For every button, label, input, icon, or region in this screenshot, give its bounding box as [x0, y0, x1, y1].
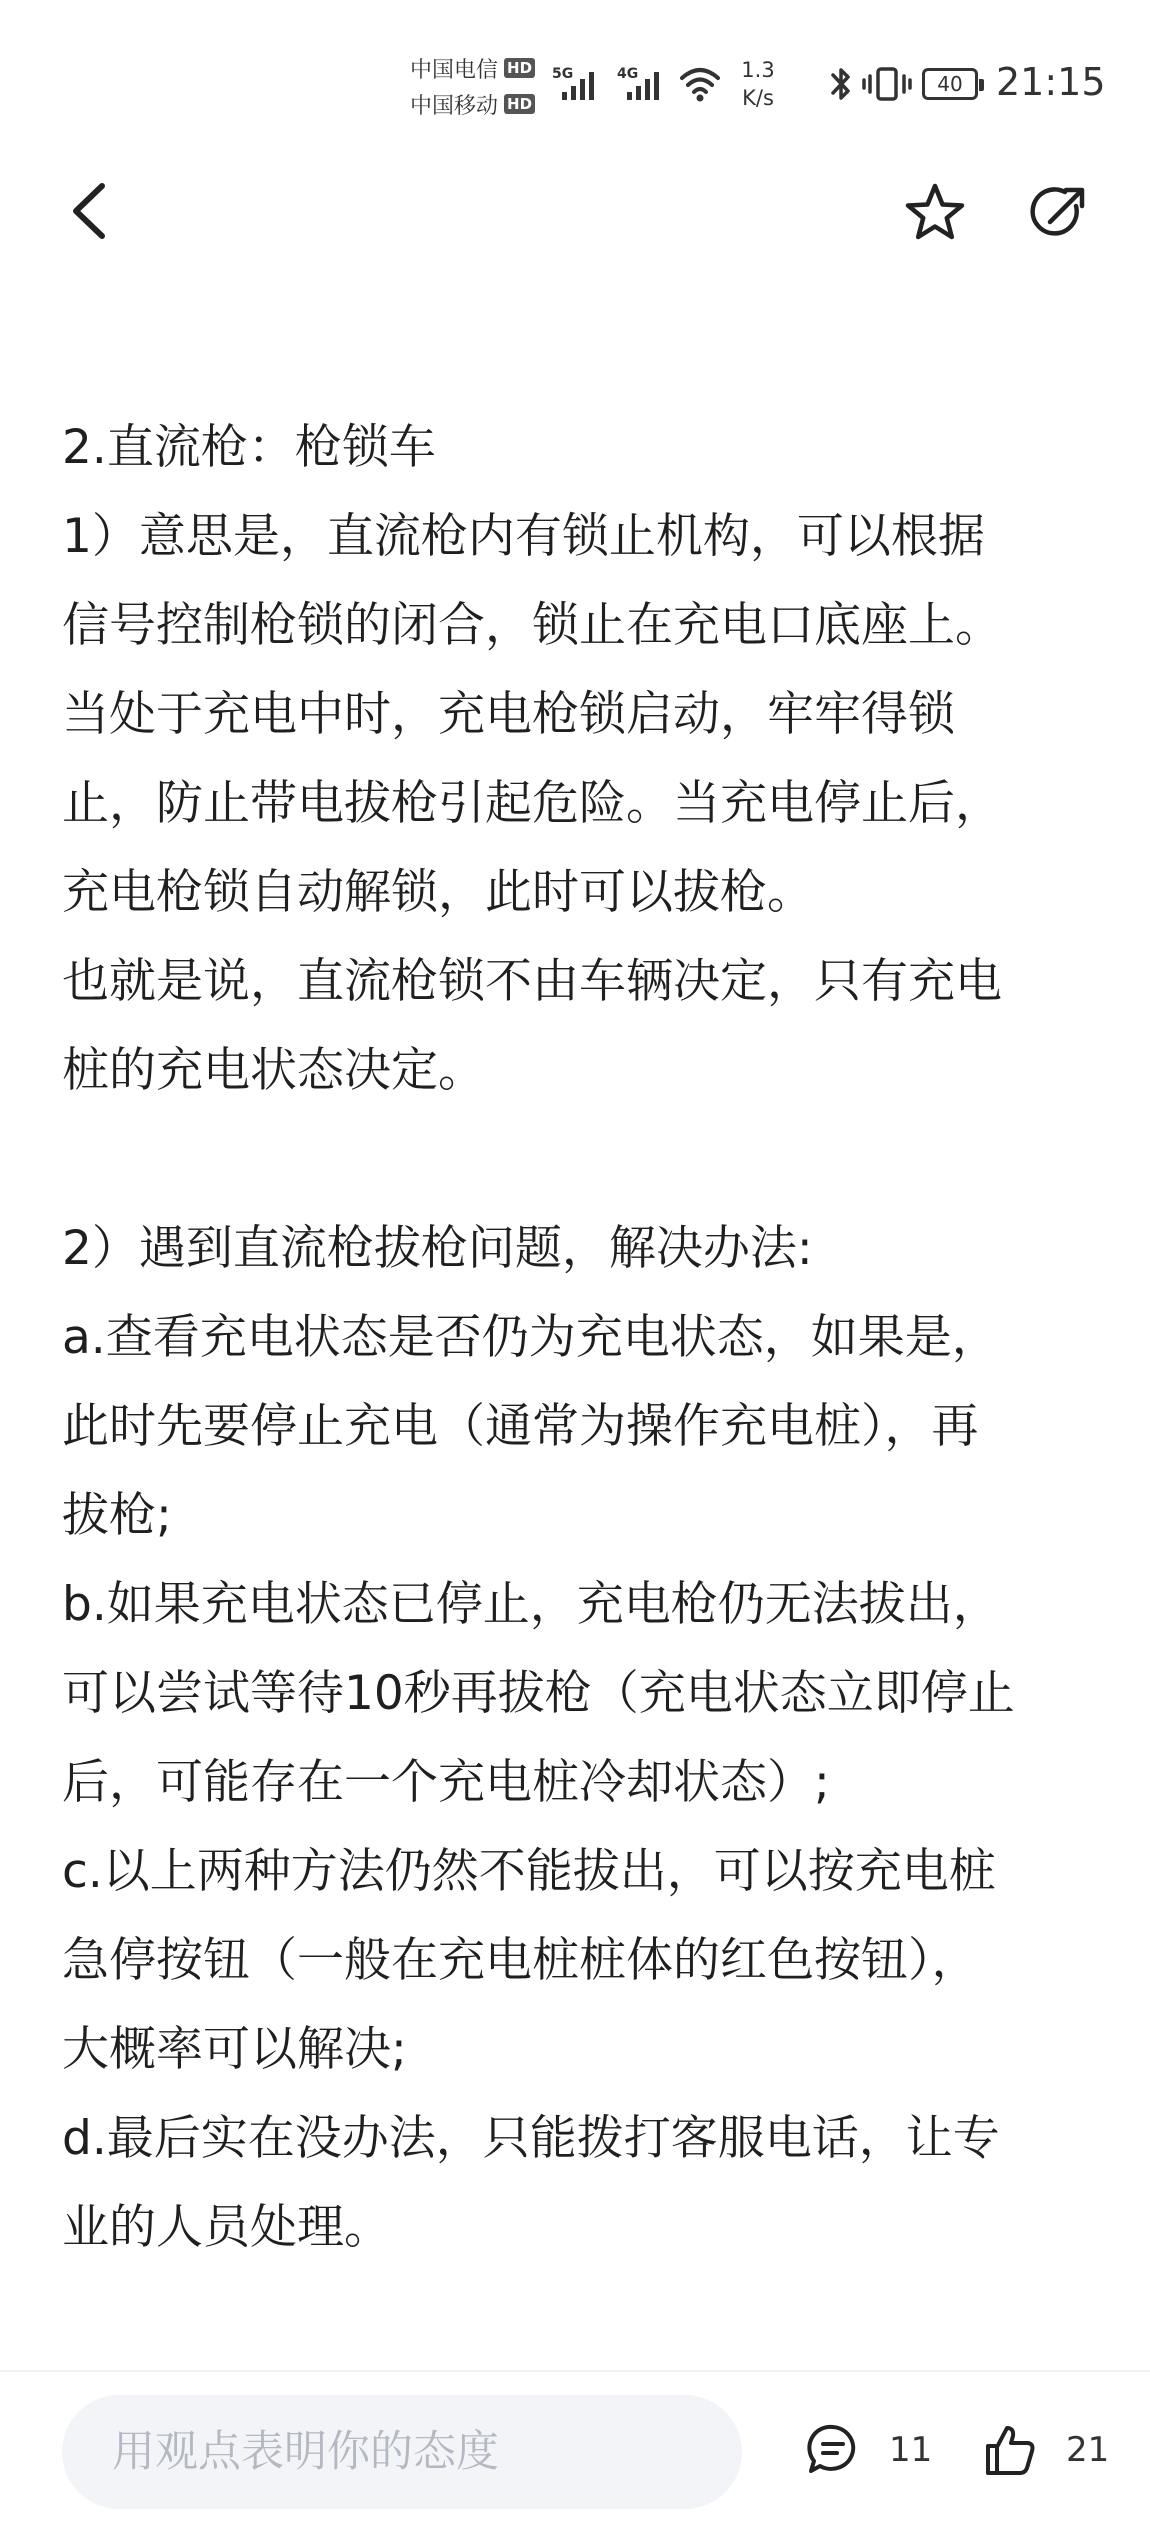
network-speed — [728, 56, 788, 112]
thumbs-up-icon — [982, 2422, 1038, 2478]
cellular-signal-5g-icon — [550, 60, 610, 106]
article-line: d.最后实在没办法，只能拨打客服电话，让专 — [62, 2111, 1000, 2166]
network-speed-unit: K/s — [742, 86, 774, 110]
network-speed-value: 1.3 — [741, 58, 775, 82]
article-line: 此时先要停止充电（通常为操作充电桩），再 — [62, 1399, 979, 1454]
star-outline-icon — [900, 178, 970, 248]
wifi-icon — [678, 64, 722, 104]
article-line: 止，防止带电拔枪引起危险。当充电停止后， — [62, 776, 1002, 831]
article-line: 拔枪; — [62, 1488, 172, 1543]
article-line: 信号控制枪锁的闭合，锁止在充电口底座上。 — [62, 598, 1002, 653]
article-line: 可以尝试等待10秒再拔枪（充电状态立即停止 — [62, 1666, 1015, 1721]
svg-text:4G: 4G — [617, 66, 639, 82]
battery-indicator: 40 — [922, 68, 978, 100]
cellular-signal-4g-icon — [615, 60, 675, 106]
chevron-left-icon — [60, 176, 120, 246]
article-line: c.以上两种方法仍然不能拔出，可以按充电桩 — [62, 1844, 996, 1899]
comment-input[interactable] — [62, 2395, 742, 2509]
favorite-button[interactable] — [900, 178, 970, 248]
article-line: 充电枪锁自动解锁，此时可以拔枪。 — [62, 865, 814, 920]
article-body — [62, 403, 1102, 2272]
carrier-info — [410, 50, 545, 122]
back-button[interactable] — [60, 176, 120, 246]
status-bar — [0, 0, 1150, 150]
svg-text:5G: 5G — [552, 66, 574, 82]
article-line: b.如果充电状态已停止，充电枪仍无法拔出， — [62, 1577, 1000, 1632]
like-button[interactable] — [982, 2415, 1109, 2485]
article-line: 也就是说，直流枪锁不由车辆决定，只有充电 — [62, 954, 1002, 1009]
article-line: 急停按钮（一般在充电桩桩体的红色按钮）， — [62, 1933, 979, 1988]
hd-badge-1: HD — [504, 58, 535, 78]
hd-badge-2: HD — [504, 94, 535, 114]
comment-button[interactable] — [805, 2415, 932, 2485]
comment-count: 11 — [889, 2430, 933, 2470]
comment-bubble-icon — [805, 2422, 861, 2478]
status-time: 21:15 — [996, 60, 1106, 104]
vibrate-icon — [862, 64, 912, 104]
carrier-name-1: 中国电信 — [410, 57, 499, 83]
article-line: 大概率可以解决; — [62, 2022, 407, 2077]
bottom-bar-divider — [0, 2370, 1150, 2372]
bluetooth-icon — [828, 64, 854, 104]
share-arrow-icon — [1023, 178, 1093, 248]
carrier-row-1 — [410, 50, 545, 86]
article-line: 桩的充电状态决定。 — [62, 1043, 485, 1098]
article-line: 后，可能存在一个充电桩冷却状态）; — [62, 1755, 830, 1810]
article-line: 1）意思是，直流枪内有锁止机构，可以根据 — [62, 509, 985, 564]
share-button[interactable] — [1023, 178, 1093, 248]
article-line: 业的人员处理。 — [62, 2200, 391, 2255]
article-heading: 2.直流枪：枪锁车 — [62, 420, 436, 475]
carrier-row-2 — [410, 86, 545, 122]
like-count: 21 — [1066, 2430, 1110, 2470]
article-line: a.查看充电状态是否仍为充电状态，如果是， — [62, 1310, 999, 1365]
article-line: 当处于充电中时，充电枪锁启动，牢牢得锁 — [62, 687, 955, 742]
article-subheading: 2）遇到直流枪拔枪问题，解决办法: — [62, 1221, 813, 1276]
carrier-name-2: 中国移动 — [410, 93, 499, 119]
